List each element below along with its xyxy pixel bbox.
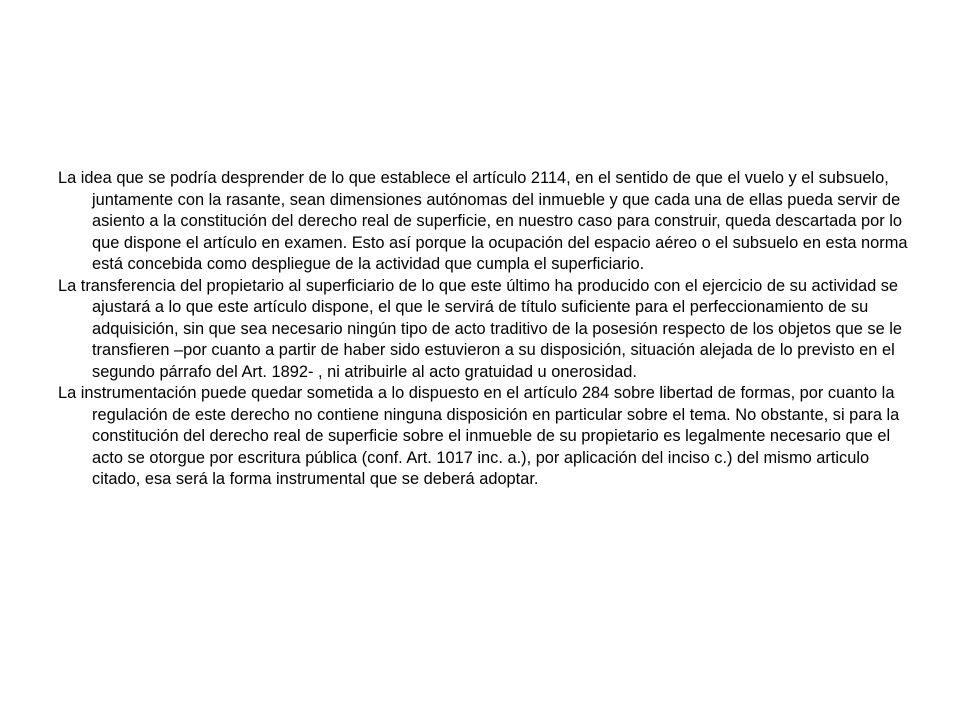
paragraph-instrumentacion: La instrumentación puede quedar sometida a lo dispuesto en el artículo 284 sobre libertad de formas, por cuanto la regulación de este derecho no contiene ninguna disposición en particular sobre el tema. No obstante, si para la constitución del derecho real de superficie sobre el inmueble de su propietario es legalmente necesario que el acto se otorgue por escritura pública (conf. Art. 1017 inc. a.), por aplicación del inciso c.) del mismo articulo citado, esa será la forma instrumental que se deberá adoptar.	[58, 384, 900, 488]
paragraph-vuelo-subsuelo: La idea que se podría desprender de lo que establece el artículo 2114, en el sentido de que el vuelo y el subsuelo, juntamente con la rasante, sean dimensiones autónomas del inmueble y que cada una de ellas pueda servir de asiento a la constitución del derecho real de superficie, en nuestro caso para construir, queda descartada por lo que dispone el artículo en examen. Esto así porque la ocupación del espacio aéreo o el subsuelo en esta norma está concebida como despliegue de la actividad que cumpla el superficiario.	[58, 169, 908, 273]
paragraph-transferencia: La transferencia del propietario al superficiario de lo que este último ha producido con el ejercicio de su actividad se ajustará a lo que este artículo dispone, el que le servirá de título suficiente para el perfeccionamiento de su adquisición, sin que sea necesario ningún tipo de acto traditivo de la posesión respecto de los objetos que se le transfieren –por cuanto a partir de haber sido estuvieron a su disposición, situación alejada de lo previsto en el segundo párrafo del Art. 1892- , ni atribuirle al acto gratuidad u onerosidad.	[58, 276, 903, 381]
text-body	[58, 168, 918, 491]
